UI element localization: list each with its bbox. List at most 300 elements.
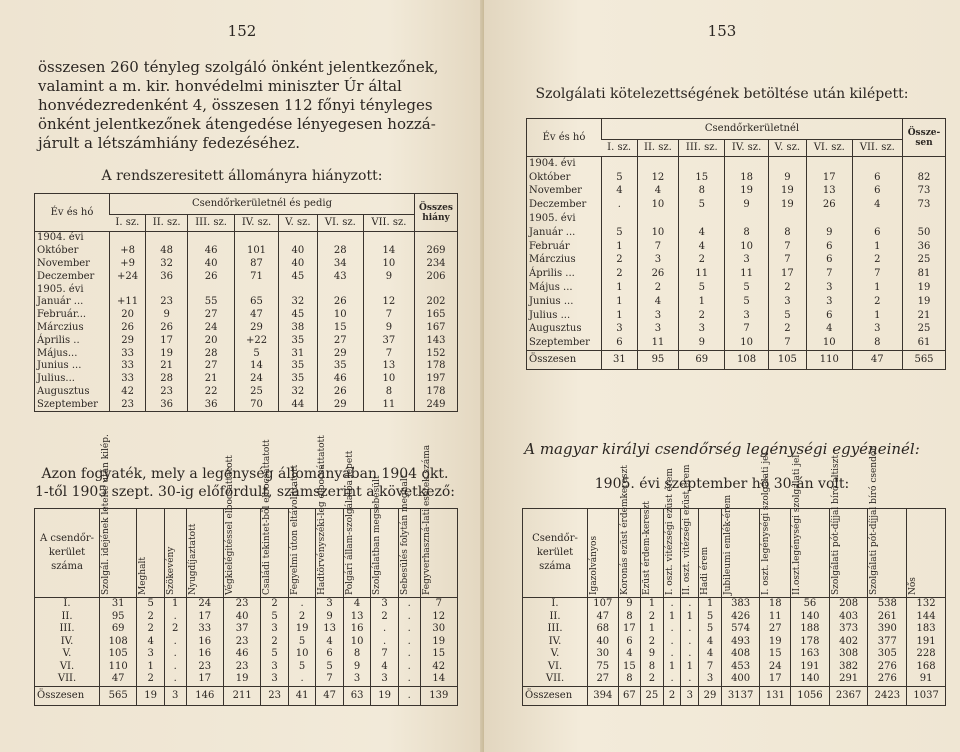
table-cell: 40	[188, 258, 235, 271]
total-cell: 23	[261, 686, 289, 706]
table-cell: 7	[363, 347, 414, 360]
column-header: V. sz.	[278, 215, 317, 232]
table-cell: 47	[235, 309, 279, 322]
table-cell: 10	[288, 648, 316, 661]
table-cell: 40	[223, 611, 260, 624]
column-header	[681, 464, 699, 598]
table-cell: 20	[110, 309, 146, 322]
caption2-line: Azon fogyaték, mely a legénység állományában 1904 okt.	[41, 466, 449, 482]
table-cell: 28	[317, 245, 363, 258]
table-cell: 29	[235, 322, 279, 335]
empty-cell	[852, 157, 903, 171]
table-cell: 6	[602, 336, 638, 350]
row-label: Április ..	[37, 334, 80, 346]
table-cell: 178	[415, 360, 458, 373]
table-cell: 16	[186, 636, 223, 649]
total-cell: 19	[137, 686, 165, 706]
column-header	[791, 454, 830, 598]
column-header-text: Ezüst érdem-kereszt	[642, 501, 653, 595]
table-row	[35, 334, 458, 347]
table-cell: 110	[100, 661, 137, 674]
table-cell: .	[164, 661, 186, 674]
table-cell: 5	[261, 611, 289, 624]
empty-cell	[637, 212, 678, 226]
table-cell: 18	[760, 598, 791, 611]
header-row	[35, 509, 458, 598]
table-cell: 1	[699, 598, 722, 611]
table-cell: 2	[641, 636, 664, 649]
table-cell: 2	[164, 623, 186, 636]
table-row	[35, 245, 458, 258]
table-cell: 2	[637, 281, 678, 295]
table-cell: 15	[679, 171, 725, 185]
table-cell: 47	[100, 673, 137, 686]
table-cell: 4	[343, 598, 371, 611]
table-cell: 19	[903, 281, 946, 295]
table-cell: 1	[602, 309, 638, 323]
table-cell: .	[288, 673, 316, 686]
table-row	[527, 323, 946, 337]
table-cell: 19	[146, 347, 188, 360]
table-cell: 493	[721, 636, 760, 649]
table-cell: 4	[137, 636, 165, 649]
table-cell: 4	[637, 295, 678, 309]
table-cell: 163	[791, 648, 830, 661]
row-label: VII.	[545, 673, 565, 685]
table-cell: 21	[188, 373, 235, 386]
table-cell: 6	[852, 185, 903, 199]
table-cell: 11	[363, 398, 414, 411]
group-header: Csendőrkerületnél és pedig	[110, 194, 415, 215]
table-cell: 6	[852, 226, 903, 240]
total-cell: 1056	[791, 686, 830, 706]
group-header: Csendőrkerületnél	[602, 119, 903, 140]
table-cell: 19	[725, 185, 768, 199]
column-header: II. sz.	[146, 215, 188, 232]
empty-cell	[679, 212, 725, 226]
table-cell: 574	[721, 623, 760, 636]
table-cell: 73	[903, 198, 946, 212]
column-header-text: Nős	[908, 577, 919, 595]
column-header-text: Jubileumi emlék-érem	[722, 494, 733, 595]
table-cell: 3	[371, 598, 399, 611]
table-row	[527, 254, 946, 268]
total-cell: .	[398, 686, 420, 706]
table-cell: 82	[903, 171, 946, 185]
table-cell: 44	[278, 398, 317, 411]
table-cell: 8	[679, 185, 725, 199]
column-header	[261, 439, 289, 598]
table-cell: 26	[807, 198, 852, 212]
row-label: V.	[550, 648, 560, 660]
intro-paragraph	[38, 58, 454, 153]
table-cell: 7	[363, 309, 414, 322]
table-cell: 101	[235, 245, 279, 258]
table-cell: 5	[699, 611, 722, 624]
table-row	[35, 661, 458, 674]
table-cell: 29	[317, 398, 363, 411]
table-cell: 5	[679, 198, 725, 212]
table-row	[35, 611, 458, 624]
table-cell: 87	[235, 258, 279, 271]
table-cell: 15	[420, 648, 457, 661]
table-cell: 382	[829, 661, 868, 674]
table-cell: 73	[903, 185, 946, 199]
table-cell: 3	[807, 281, 852, 295]
empty-cell	[146, 232, 188, 245]
table-cell: 9	[725, 198, 768, 212]
table-cell: 32	[146, 258, 188, 271]
row-label: Szeptember	[529, 337, 590, 349]
table-cell: 2	[602, 267, 638, 281]
table-cell: 24	[235, 373, 279, 386]
column-header	[868, 446, 907, 598]
table-cell: 81	[903, 267, 946, 281]
table-cell: 15	[317, 322, 363, 335]
column-header-text: Meghalt	[138, 557, 149, 595]
table-cell: 105	[100, 648, 137, 661]
table-cell: .	[398, 623, 420, 636]
table-cell: +24	[110, 270, 146, 283]
table-cell: 1	[681, 611, 699, 624]
paragraph-line: honvédezredenként 4, összesen 112 főnyi tényleges	[38, 96, 433, 114]
table-cell: 17	[768, 267, 806, 281]
table-cell: 5	[679, 281, 725, 295]
table-row	[35, 347, 458, 360]
table-cell: 3	[261, 661, 289, 674]
column-header	[663, 468, 681, 598]
table-cell: 18	[725, 171, 768, 185]
table-cell: 13	[363, 360, 414, 373]
table-cell: 46	[317, 373, 363, 386]
total-cell: 47	[852, 351, 903, 370]
table-cell: .	[398, 598, 420, 611]
table-cell: 178	[415, 386, 458, 399]
table-cell: 373	[829, 623, 868, 636]
table-cell: 1	[641, 598, 664, 611]
empty-cell	[602, 212, 638, 226]
table-cell: 8	[618, 611, 641, 624]
column-header	[371, 475, 399, 598]
empty-cell	[110, 232, 146, 245]
row-label: I.	[551, 598, 559, 610]
table-cell: 168	[907, 661, 946, 674]
group-label: 1904. évi	[37, 232, 84, 244]
table-cell: 3	[807, 295, 852, 309]
row-label: IV.	[60, 635, 74, 647]
table-row	[523, 648, 946, 661]
stub-header: Év és hó	[35, 194, 110, 232]
row-label: Április ...	[529, 268, 575, 280]
table-cell: 2	[679, 254, 725, 268]
total-cell: 3137	[721, 686, 760, 706]
row-label: Február...	[37, 309, 87, 321]
table-cell: 3	[725, 309, 768, 323]
total-cell: 2367	[829, 686, 868, 706]
row-label: Julius...	[37, 373, 75, 385]
empty-cell	[317, 283, 363, 296]
table-cell: 12	[420, 611, 457, 624]
group-label: 1904. évi	[529, 157, 576, 169]
paragraph-line: összesen 260 tényleg szolgáló önként jelentkezőnek,	[38, 58, 439, 76]
table-row	[35, 636, 458, 649]
paragraph-line: járult a létszámhiány fedezéséhez.	[38, 134, 300, 152]
table-cell: .	[164, 636, 186, 649]
table-cell: 25	[235, 386, 279, 399]
table-cell: 191	[907, 636, 946, 649]
table-cell: 7	[768, 240, 806, 254]
table-cell: 16	[186, 648, 223, 661]
table-cell: 5	[288, 636, 316, 649]
table-cell: 5	[725, 295, 768, 309]
column-header	[721, 494, 760, 598]
table-cell: 9	[363, 322, 414, 335]
row-label: Deczember	[37, 270, 95, 282]
table-row	[527, 198, 946, 212]
table-cell: 9	[316, 611, 344, 624]
table-cell: 26	[637, 267, 678, 281]
table-cell: 7	[699, 661, 722, 674]
stub-header: A csendőr-kerület száma	[35, 509, 100, 598]
table-cell: 2	[679, 309, 725, 323]
column-header: IV. sz.	[725, 140, 768, 157]
table-cell: 2	[602, 254, 638, 268]
table-cell: 4	[699, 648, 722, 661]
table-cell: 188	[791, 623, 830, 636]
table-cell: .	[681, 598, 699, 611]
column-header: VI. sz.	[807, 140, 852, 157]
table-cell: 4	[618, 648, 641, 661]
row-label: Szeptember	[37, 398, 98, 410]
table-cell: 17	[186, 611, 223, 624]
table-cell: 38	[278, 322, 317, 335]
column-header-text: Polgári állam-szolgálatba lépett	[344, 450, 355, 595]
paragraph-line: önként jelentkezőnek átengedése lényegesen hozzá-	[38, 115, 436, 133]
column-header	[588, 509, 619, 598]
table-cell: 10	[363, 258, 414, 271]
empty-cell	[637, 157, 678, 171]
table-cell: 228	[907, 648, 946, 661]
table-cell: .	[164, 611, 186, 624]
table-cell: 26	[317, 386, 363, 399]
table-cell: 27	[317, 334, 363, 347]
table-cell: 403	[829, 611, 868, 624]
table-cell: 30	[588, 648, 619, 661]
table-cell: 1	[663, 611, 681, 624]
table-cell: .	[681, 623, 699, 636]
table-cell: 5	[235, 347, 279, 360]
table-cell: 24	[186, 598, 223, 611]
table-cell: 269	[415, 245, 458, 258]
table-cell: 24	[188, 322, 235, 335]
row-label: Márczius	[529, 254, 576, 266]
table-cell: 144	[907, 611, 946, 624]
total-cell: 63	[343, 686, 371, 706]
table-cell: 234	[415, 258, 458, 271]
table-cell: 91	[907, 673, 946, 686]
table-cell: 4	[316, 636, 344, 649]
table-cell: 3	[637, 309, 678, 323]
column-header	[288, 464, 316, 598]
table-cell: 4	[679, 240, 725, 254]
table-cell: 6	[316, 648, 344, 661]
row-label: Október	[37, 245, 79, 257]
table-cell: 23	[223, 598, 260, 611]
table-cell: 37	[363, 334, 414, 347]
empty-cell	[235, 283, 279, 296]
table-row	[527, 171, 946, 185]
table-cell: 37	[223, 623, 260, 636]
table-row	[35, 398, 458, 411]
table-row	[523, 673, 946, 686]
table-cell: 46	[188, 245, 235, 258]
empty-cell	[317, 232, 363, 245]
table-cell: 14	[363, 245, 414, 258]
table-cell: 165	[415, 309, 458, 322]
row-label: Január ...	[529, 226, 576, 238]
column-header	[618, 465, 641, 598]
table-cell: 28	[146, 373, 188, 386]
table-cell: 19	[420, 636, 457, 649]
table-cell: 276	[868, 661, 907, 674]
row-label: Október	[529, 171, 571, 183]
table-cell: 36	[903, 240, 946, 254]
table-cell: 2	[137, 623, 165, 636]
table-cell: .	[681, 636, 699, 649]
stub-header: Év és hó	[527, 119, 602, 157]
table-cell: 9	[807, 226, 852, 240]
total-cell: 110	[807, 351, 852, 370]
table-cell: 29	[110, 334, 146, 347]
table-cell: 7	[768, 254, 806, 268]
table-cell: 6	[807, 254, 852, 268]
column-header: II. sz.	[637, 140, 678, 157]
table-cell: 2	[137, 611, 165, 624]
shortage-table	[34, 193, 458, 412]
row-label: V.	[62, 648, 72, 660]
table-cell: 25	[903, 254, 946, 268]
table-cell: 15	[618, 661, 641, 674]
table-cell: 3	[637, 254, 678, 268]
table-cell: 1	[602, 295, 638, 309]
table-cell: 10	[637, 198, 678, 212]
table-cell: 140	[791, 611, 830, 624]
table-row	[35, 360, 458, 373]
table-cell: 35	[317, 360, 363, 373]
table-cell: 19	[288, 623, 316, 636]
table-cell: 4	[807, 323, 852, 337]
table-cell: 1	[641, 623, 664, 636]
table-cell: 31	[100, 598, 137, 611]
table-cell: 13	[343, 611, 371, 624]
table-cell: 7	[725, 323, 768, 337]
table-cell: 36	[188, 398, 235, 411]
table-cell: .	[288, 598, 316, 611]
table-cell: 6	[852, 171, 903, 185]
column-header: VII. sz.	[852, 140, 903, 157]
row-label: III.	[547, 623, 563, 635]
column-header: VII. sz.	[363, 215, 414, 232]
table-cell: 45	[278, 309, 317, 322]
table-cell: 3	[371, 673, 399, 686]
table-cell: 390	[868, 623, 907, 636]
table-row	[523, 611, 946, 624]
column-header	[343, 450, 371, 598]
table-cell: 19	[903, 295, 946, 309]
total-cell: 25	[641, 686, 664, 706]
table-cell: 33	[110, 347, 146, 360]
row-label: Augusztus	[37, 385, 90, 397]
table-cell: 383	[721, 598, 760, 611]
table-row	[527, 185, 946, 199]
table-cell: 152	[415, 347, 458, 360]
table-cell: 27	[760, 623, 791, 636]
empty-cell	[110, 283, 146, 296]
table-cell: 4	[679, 226, 725, 240]
column-header: I. sz.	[602, 140, 638, 157]
total-cell: 3	[681, 686, 699, 706]
total-label: Összesen	[527, 351, 602, 370]
table-cell: 7	[768, 336, 806, 350]
column-header	[186, 509, 223, 598]
table-cell: 183	[907, 623, 946, 636]
table-cell: 56	[791, 598, 830, 611]
empty-cell	[807, 157, 852, 171]
table-cell: 70	[235, 398, 279, 411]
row-label: Január ...	[37, 296, 84, 308]
table-cell: 17	[618, 623, 641, 636]
table-cell: 43	[317, 270, 363, 283]
table-cell: 9	[768, 171, 806, 185]
column-header-text: II.oszt.legénységi szolgálati jel	[792, 454, 803, 595]
row-label: I.	[63, 598, 71, 610]
table4-caption: 1905. évi szeptember hó 30-án volt:	[594, 476, 850, 492]
table-cell: 7	[420, 598, 457, 611]
table-row	[35, 373, 458, 386]
row-label: November	[37, 257, 90, 269]
total-row	[523, 686, 946, 706]
table-cell: 308	[829, 648, 868, 661]
table-cell: 26	[110, 322, 146, 335]
table-cell: .	[681, 648, 699, 661]
table-cell: 31	[278, 347, 317, 360]
total-cell: 105	[768, 351, 806, 370]
table-cell: 2	[371, 611, 399, 624]
column-header: Összes hiány	[415, 194, 458, 232]
caption2-line: 1-től 1905 szept. 30-ig előfordult, számszerint a következő:	[34, 484, 456, 500]
page-number-right: 153	[707, 22, 737, 40]
table-cell: 1	[679, 295, 725, 309]
table-cell: 42	[110, 386, 146, 399]
table-cell: 1	[852, 240, 903, 254]
table-row	[35, 623, 458, 636]
column-header-text: Fegyelmi úton eltávolíttatott	[289, 464, 300, 595]
table-row	[527, 281, 946, 295]
table-cell: 10	[363, 373, 414, 386]
table-cell: .	[663, 623, 681, 636]
table-cell: .	[663, 673, 681, 686]
table-cell: 27	[188, 360, 235, 373]
paragraph-line: valamint a m. kir. honvédelmi miniszter Úr által	[38, 77, 402, 95]
table-cell: 8	[725, 226, 768, 240]
table-cell: 3	[343, 673, 371, 686]
table-cell: 3	[261, 623, 289, 636]
empty-cell	[235, 232, 279, 245]
table-cell: 5	[137, 598, 165, 611]
table-cell: 10	[637, 226, 678, 240]
table-cell: 10	[725, 240, 768, 254]
empty-cell	[188, 283, 235, 296]
